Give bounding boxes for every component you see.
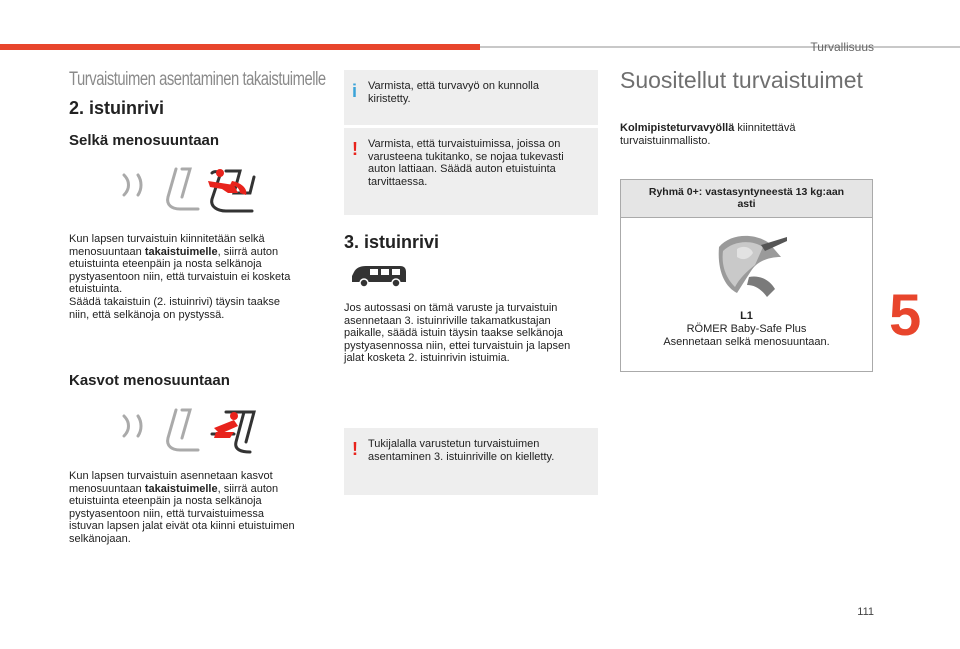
- warning-note-support-leg: [344, 128, 598, 215]
- warning-note-row3: [344, 428, 598, 495]
- info-note-text: Varmista, että turvavyö on kunnolla kiristetty.: [368, 80, 539, 105]
- intro-bold: Kolmipisteturvavyöllä: [620, 122, 735, 134]
- seat-table-header: [621, 180, 872, 218]
- warning-note-text: Tukijalalla varustetun turvaistuimen asentaminen 3. istuinriville on kielletty.: [368, 438, 555, 463]
- front-text-part2: , siirrä auton etuistuinta eteenpäin ja nosta selkänoja pystyasentoon niin, että turvaistuimessa istuvan lapsen jalat eivät ota kiinni etuistuimen selkänojaan.: [69, 482, 295, 545]
- info-note: [344, 70, 598, 125]
- row3-heading: 3. istuinrivi: [344, 232, 440, 252]
- front-text-part1: Kun lapsen turvaistuin asennetaan kasvot menosuuntaan: [69, 470, 273, 495]
- rear-facing-text: [69, 233, 319, 321]
- section-name: Turvallisuus: [810, 40, 874, 54]
- info-icon: i: [352, 81, 358, 101]
- van-icon: [350, 264, 408, 290]
- forward-facing-heading: Kasvot menosuuntaan: [69, 372, 230, 389]
- recommended-intro: [620, 122, 870, 147]
- forward-facing-text: [69, 470, 324, 546]
- seat-rear-facing-icon: [116, 163, 262, 219]
- rear-facing-heading: Selkä menosuuntaan: [69, 132, 220, 149]
- header-accent-bar: [0, 44, 480, 50]
- warning-note-text: Varmista, että turvaistuimissa, joissa on varusteena tukitanko, se nojaa tukevasti auton lattiaan. Säädä auton etuistuinta tarvittaessa.: [368, 138, 564, 188]
- seat-table: [620, 179, 873, 372]
- rear-text-bold: takaistuimelle: [144, 245, 218, 258]
- recommended-seats-title: Suositellut turvaistuimet: [620, 67, 863, 93]
- front-text-bold: takaistuimelle: [144, 482, 218, 495]
- row3-text: Jos autossasi on tämä varuste ja turvaistuin asennetaan 3. istuinriville takamatkustajan paikalle, säädä istuin täysin taakse selkänoja pystyasennossa niin, ettei turvaistuin ja lapsen jalat kosketa 2. istuinrivin istuimia.: [344, 302, 571, 365]
- page-number: 111: [857, 606, 874, 618]
- chapter-number: 5: [889, 283, 922, 348]
- warning-icon: !: [352, 439, 358, 459]
- warning-icon: !: [352, 139, 358, 159]
- row2-heading: 2. istuinrivi: [69, 98, 165, 118]
- seat-table-cell: [621, 218, 872, 373]
- seat-table-header-text: Ryhmä 0+: vastasyntyneestä 13 kg:aan asti: [648, 186, 845, 210]
- seat-name: RÖMER Baby-Safe Plus: [686, 323, 807, 335]
- page-title: Turvaistuimen asentaminen takaistuimelle: [69, 69, 326, 90]
- seat-code: L1: [740, 310, 753, 322]
- seat-forward-facing-icon: [116, 404, 262, 460]
- rear-text-part2: , siirrä auton etuistuinta eteenpäin ja nosta selkänoja pystyasentoon niin, että turvaistuin ei kosketa etuistuinta. Säädä takaistuin (2. istuinrivi) täysin taakse niin, että selkänoja on pystyssä.: [69, 245, 291, 321]
- header-rule: [480, 46, 960, 48]
- intro-text: kiinnitettävä turvaistuinmallisto.: [620, 122, 796, 147]
- rear-text-part1: Kun lapsen turvaistuin kiinnitetään selkä menosuuntaan: [69, 233, 265, 258]
- seat-install-note: Asennetaan selkä menosuuntaan.: [663, 336, 830, 348]
- baby-seat-photo: [709, 227, 789, 299]
